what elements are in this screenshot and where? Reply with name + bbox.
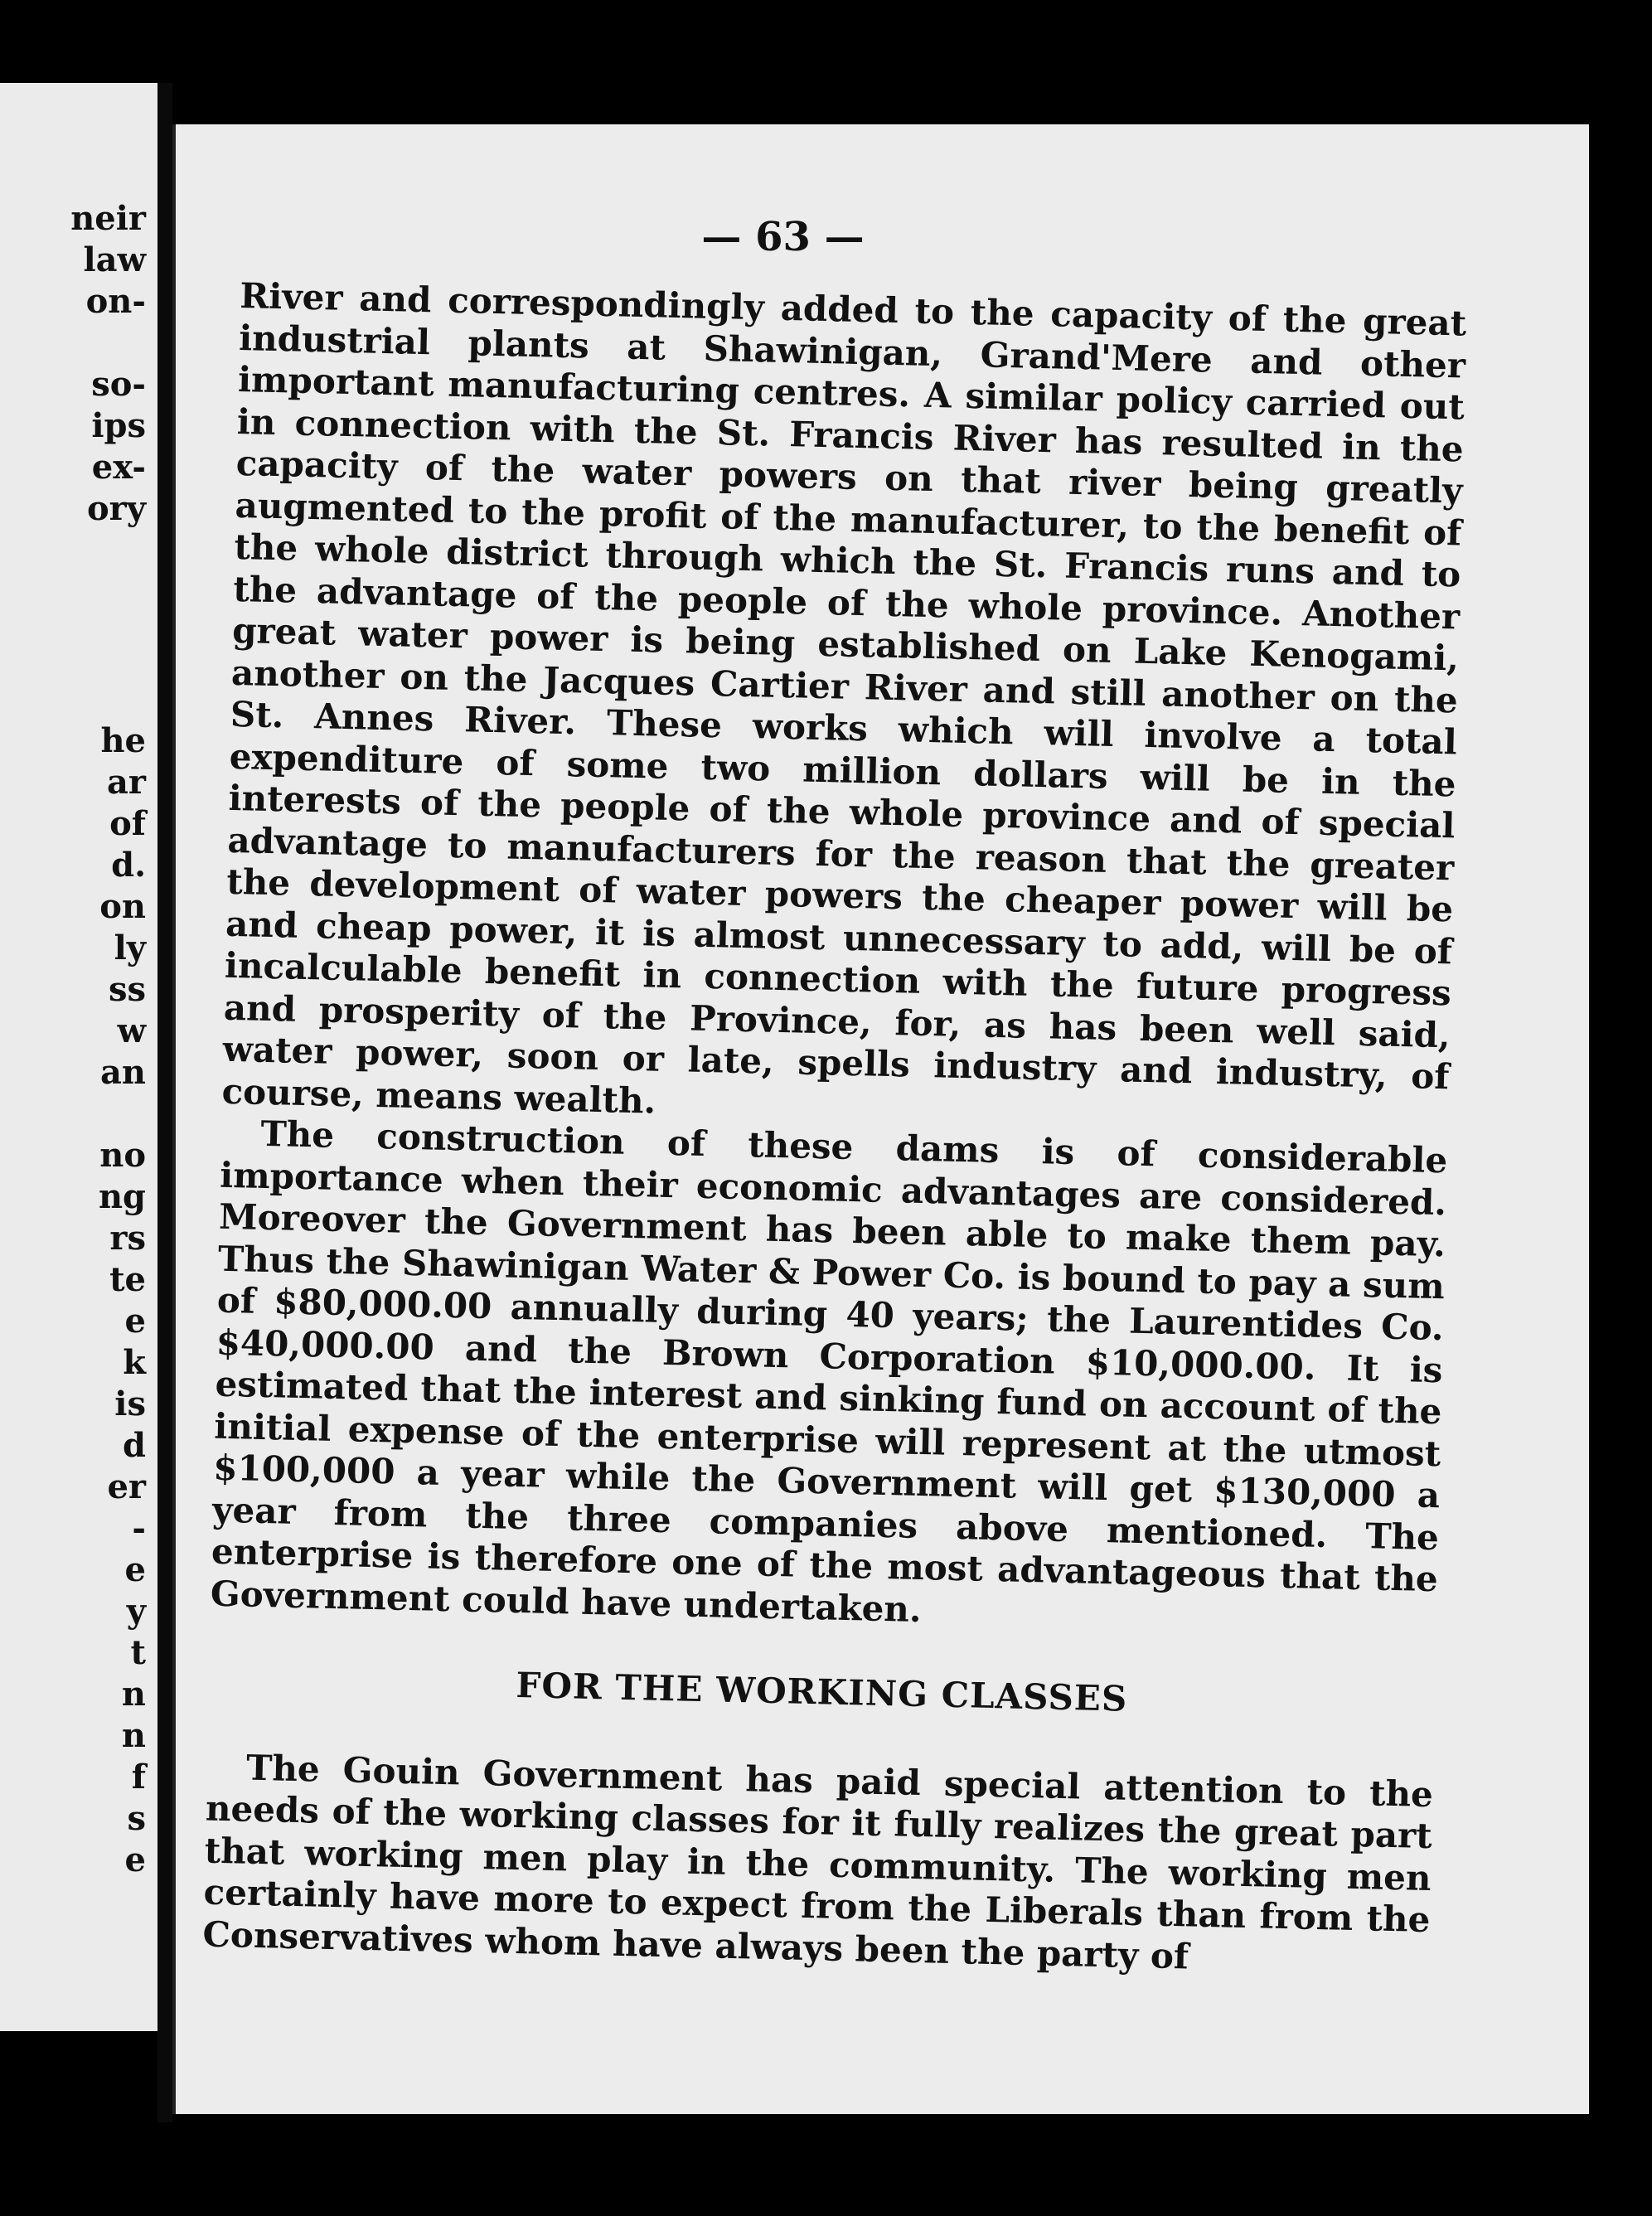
facing-page-fragment: of: [109, 804, 146, 843]
facing-page-fragment: f: [131, 1758, 146, 1797]
paragraph-dams-construction: The construction of these dams is of considerable importance when their economic advantages are considered. Moreover the Government has been able to make them pay. Thus the Shawinigan Water & Power Co. is bound to pay a sum of $80,000.00 annually during 40 years; the Laurentides Co. $40,000.00 and the Brown Corporation $10,000.00. It is estimated that the interest and sinking fund on account of the initial expense of the enterprise will represent at the utmost $100,000 a year while the Government will get $130,000 a year from the three companies above mentioned. The enterprise is therefore one of the most advantageous that the Government could have undertaken.: [210, 1113, 1448, 1630]
facing-page-fragment: n: [121, 1716, 146, 1755]
facing-page-fragment: y: [126, 1592, 146, 1631]
facing-page-fragment: ss: [108, 970, 146, 1009]
facing-page-fragment: w: [117, 1011, 146, 1050]
facing-page-fragment: e: [124, 1550, 146, 1589]
facing-page-fragment: d.: [111, 846, 146, 885]
facing-page-fragment: k: [123, 1343, 146, 1382]
facing-page-edge: [0, 83, 157, 2031]
facing-page-fragment: t: [130, 1633, 146, 1672]
facing-page-fragment: no: [99, 1136, 146, 1175]
facing-page-fragment: ips: [91, 406, 146, 445]
page-number: — 63 —: [701, 214, 865, 260]
facing-page-fragment: ory: [87, 489, 146, 528]
facing-page-fragment: on: [99, 887, 146, 926]
facing-page-fragment: rs: [109, 1219, 146, 1258]
facing-page-fragment: an: [100, 1053, 146, 1092]
facing-page-fragment: ex-: [91, 448, 146, 487]
facing-page-fragment: ar: [107, 763, 146, 802]
facing-page-fragment: is: [114, 1384, 146, 1423]
facing-page-fragment: e: [124, 1840, 146, 1879]
facing-page-fragment: law: [83, 240, 146, 279]
book-gutter: [157, 83, 172, 2122]
paragraph-working-classes: The Gouin Government has paid special attention to the needs of the working classes for it fully realizes the great part that working men play in the community. The working men certainly have more to expect from the Liberals than from the Conservatives whom have always been the party of: [202, 1747, 1434, 1976]
facing-page-fragment: so-: [91, 365, 146, 404]
page-63: [172, 124, 1589, 2114]
paragraph-water-powers: River and correspondingly added to the capacity of the great industrial plants at Shawinigan, Grand'Mere and other important manufacturing centres. A similar policy carried out in connection with the St. Francis River has resulted in the capacity of the water powers on that river being greatly augmented to the profit of the manufacturer, to the benefit of the whole district through which the St. Francis runs and to the advantage of the people of the whole province. Another great water power is being established on Lake Kenogami, another on the Jacques Cartier River and still another on the St. Annes River. These works which will involve a total expenditure of some two million dollars will be in the interests of the people of the whole province and of special advantage to manufacturers for the reason that the greater the development of water powers the cheaper power will be and cheap power, it is almost unnecessary to add, will be of incalculable benefit in connection with the future progress and prosperity of the Province, for, as has been well said, water power, soon or late, spells industry and industry, of course, means wealth.: [221, 275, 1467, 1122]
facing-page-fragment: e: [124, 1302, 146, 1341]
facing-page-fragment: neir: [70, 199, 146, 238]
facing-page-fragment: s: [127, 1799, 146, 1838]
facing-page-fragment: er: [107, 1467, 146, 1506]
facing-page-fragment: d: [123, 1426, 146, 1465]
facing-page-fragment: on-: [85, 282, 146, 321]
facing-page-fragment: te: [109, 1260, 146, 1299]
facing-page-fragment: he: [100, 721, 146, 760]
section-heading: FOR THE WORKING CLASSES: [516, 1664, 1128, 1719]
facing-page-fragment: n: [121, 1675, 146, 1714]
facing-page-text-fragments: [0, 83, 157, 2031]
facing-page-fragment: ly: [114, 929, 146, 967]
body-text: [202, 275, 1467, 1983]
facing-page-fragment: ng: [98, 1177, 146, 1216]
facing-page-fragment: -: [132, 1509, 146, 1548]
